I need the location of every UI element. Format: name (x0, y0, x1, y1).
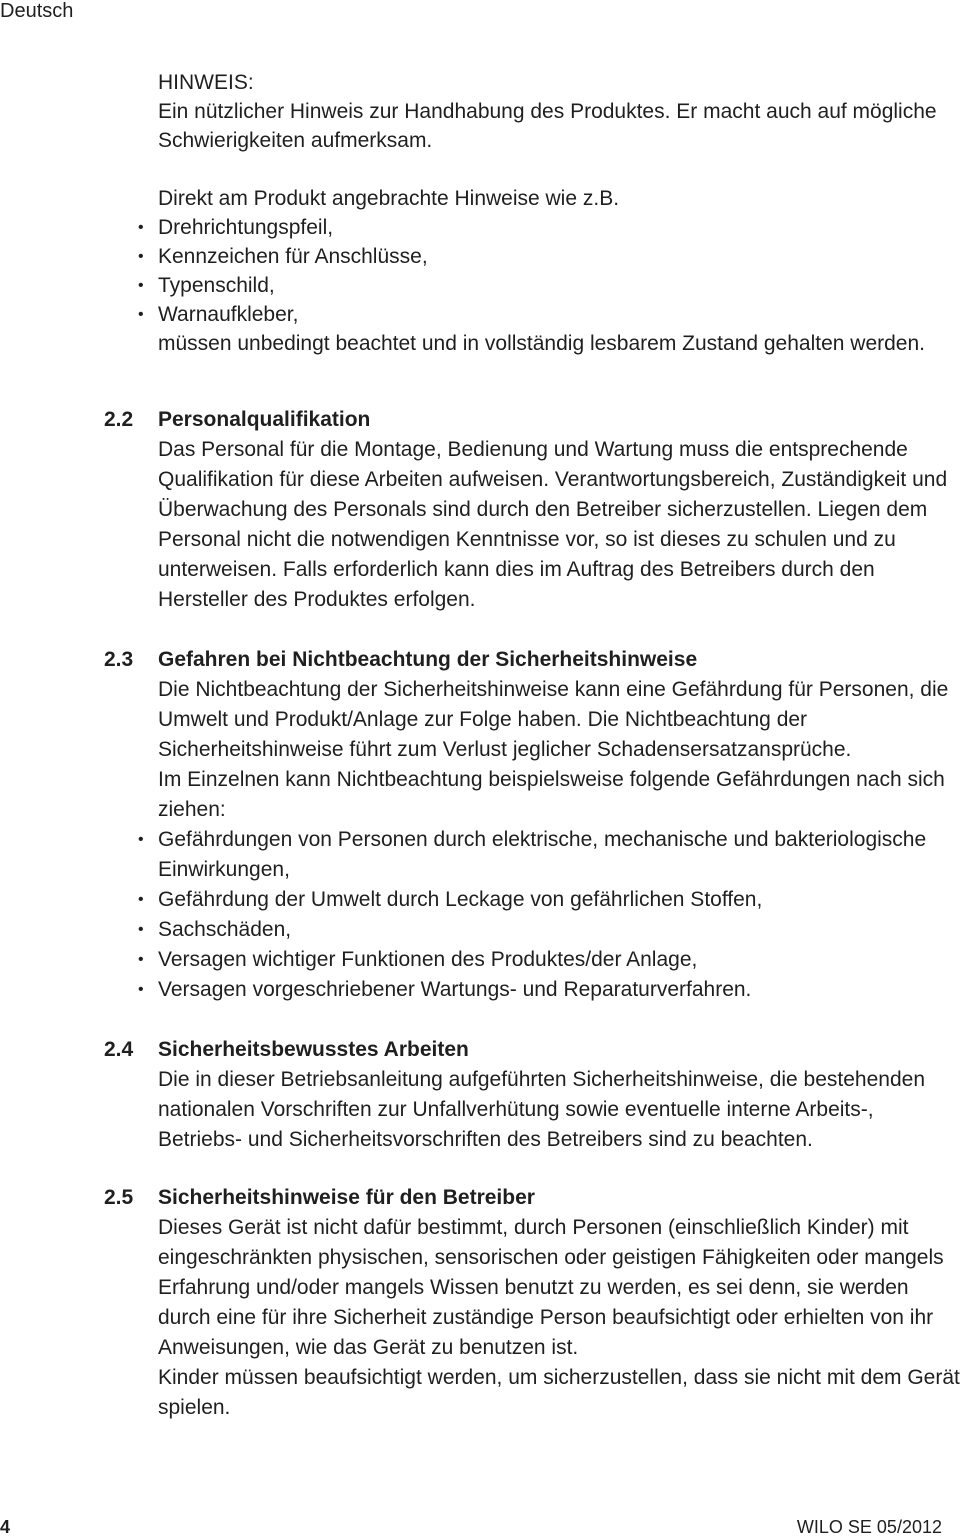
section-title: Gefahren bei Nichtbeachtung der Sicherheitshinweise (158, 648, 698, 671)
note-text: Ein nützlicher Hinweis zur Handhabung des Produktes. Er macht auch auf mögliche Schwierigkeiten aufmerksam. (158, 100, 937, 152)
labels-intro: Direkt am Produkt angebrachte Hinweise wie z.B. (158, 187, 620, 210)
list-item: • Gefährdungen von Personen durch elektrische, mechanische und bakteriologische Einwirkungen, (158, 825, 960, 885)
section-2-2 (104, 405, 960, 615)
note-block (158, 68, 948, 358)
list-item: • Versagen vorgeschriebener Wartungs- und Reparaturverfahren. (158, 975, 960, 1005)
section-title: Sicherheitsbewusstes Arbeiten (158, 1038, 469, 1061)
section-2-3 (104, 645, 960, 1005)
section-title: Sicherheitshinweise für den Betreiber (158, 1186, 535, 1209)
labels-list (158, 213, 948, 329)
section-body: Das Personal für die Montage, Bedienung und Wartung muss die entsprechende Qualifikation für diese Arbeiten aufweisen. Verantwortungsbereich, Zuständigkeit und Überwachung des Personals sind durch den Betreiber sicherzustellen. Liegen dem Personal nicht die notwendigen Kenntnisse vor, so ist dieses zu schulen und zu unterweisen. Falls erforderlich kann dies im Auftrag des Betreibers durch den Hersteller des Produktes erfolgen. (158, 438, 948, 611)
section-title: Personalqualifikation (158, 408, 371, 431)
section-2-4 (104, 1035, 960, 1155)
section-body: Im Einzelnen kann Nichtbeachtung beispielsweise folgende Gefährdungen nach sich ziehen: (158, 768, 945, 821)
labels-outro: müssen unbedingt beachtet und in vollständig lesbarem Zustand gehalten werden. (158, 332, 926, 355)
list-item: • Typenschild, (158, 271, 948, 300)
section-body: Die Nichtbeachtung der Sicherheitshinweise kann eine Gefährdung für Personen, die Umwelt und Produkt/Anlage zur Folge haben. Die Nichtbeachtung der Sicherheitshinweise führt zum Verlust jeglicher Schadensersatzansprüche. (158, 678, 949, 761)
section-number: 2.4 (104, 1038, 134, 1061)
language-label: Deutsch (0, 0, 74, 22)
list-item: • Warnaufkleber, (158, 300, 948, 329)
section-number: 2.3 (104, 648, 134, 671)
section-number: 2.2 (104, 408, 134, 431)
list-item: • Sachschäden, (158, 915, 960, 945)
list-item: • Gefährdung der Umwelt durch Leckage von gefährlichen Stoffen, (158, 885, 960, 915)
hazard-list (158, 825, 960, 1005)
section-number: 2.5 (104, 1186, 134, 1209)
page-number: 4 (0, 1517, 11, 1537)
list-item: • Drehrichtungspfeil, (158, 213, 948, 242)
list-item: • Versagen wichtiger Funktionen des Produktes/der Anlage, (158, 945, 960, 975)
section-body: Die in dieser Betriebsanleitung aufgeführten Sicherheitshinweise, die bestehenden nationalen Vorschriften zur Unfallverhütung sowie eventuelle interne Arbeits-, Betriebs- und Sicherheitsvorschriften des Betreibers sind zu beachten. (158, 1068, 926, 1151)
publisher-label: WILO SE 05/2012 (796, 1517, 942, 1537)
note-label: HINWEIS: (158, 71, 254, 94)
section-body: Kinder müssen beaufsichtigt werden, um sicherzustellen, dass sie nicht mit dem Gerät spielen. (158, 1366, 960, 1419)
list-item: • Kennzeichen für Anschlüsse, (158, 242, 948, 271)
section-body: Dieses Gerät ist nicht dafür bestimmt, durch Personen (einschließlich Kinder) mit eingeschränkten physischen, sensorischen oder geistigen Fähigkeiten oder mangels Erfahrung und/oder mangels Wissen benutzt zu werden, es sei denn, sie werden durch eine für ihre Sicherheit zuständige Person beaufsichtigt oder erhielten von ihr Anweisungen, wie das Gerät zu benutzen ist. (158, 1216, 944, 1359)
section-2-5 (104, 1183, 960, 1423)
